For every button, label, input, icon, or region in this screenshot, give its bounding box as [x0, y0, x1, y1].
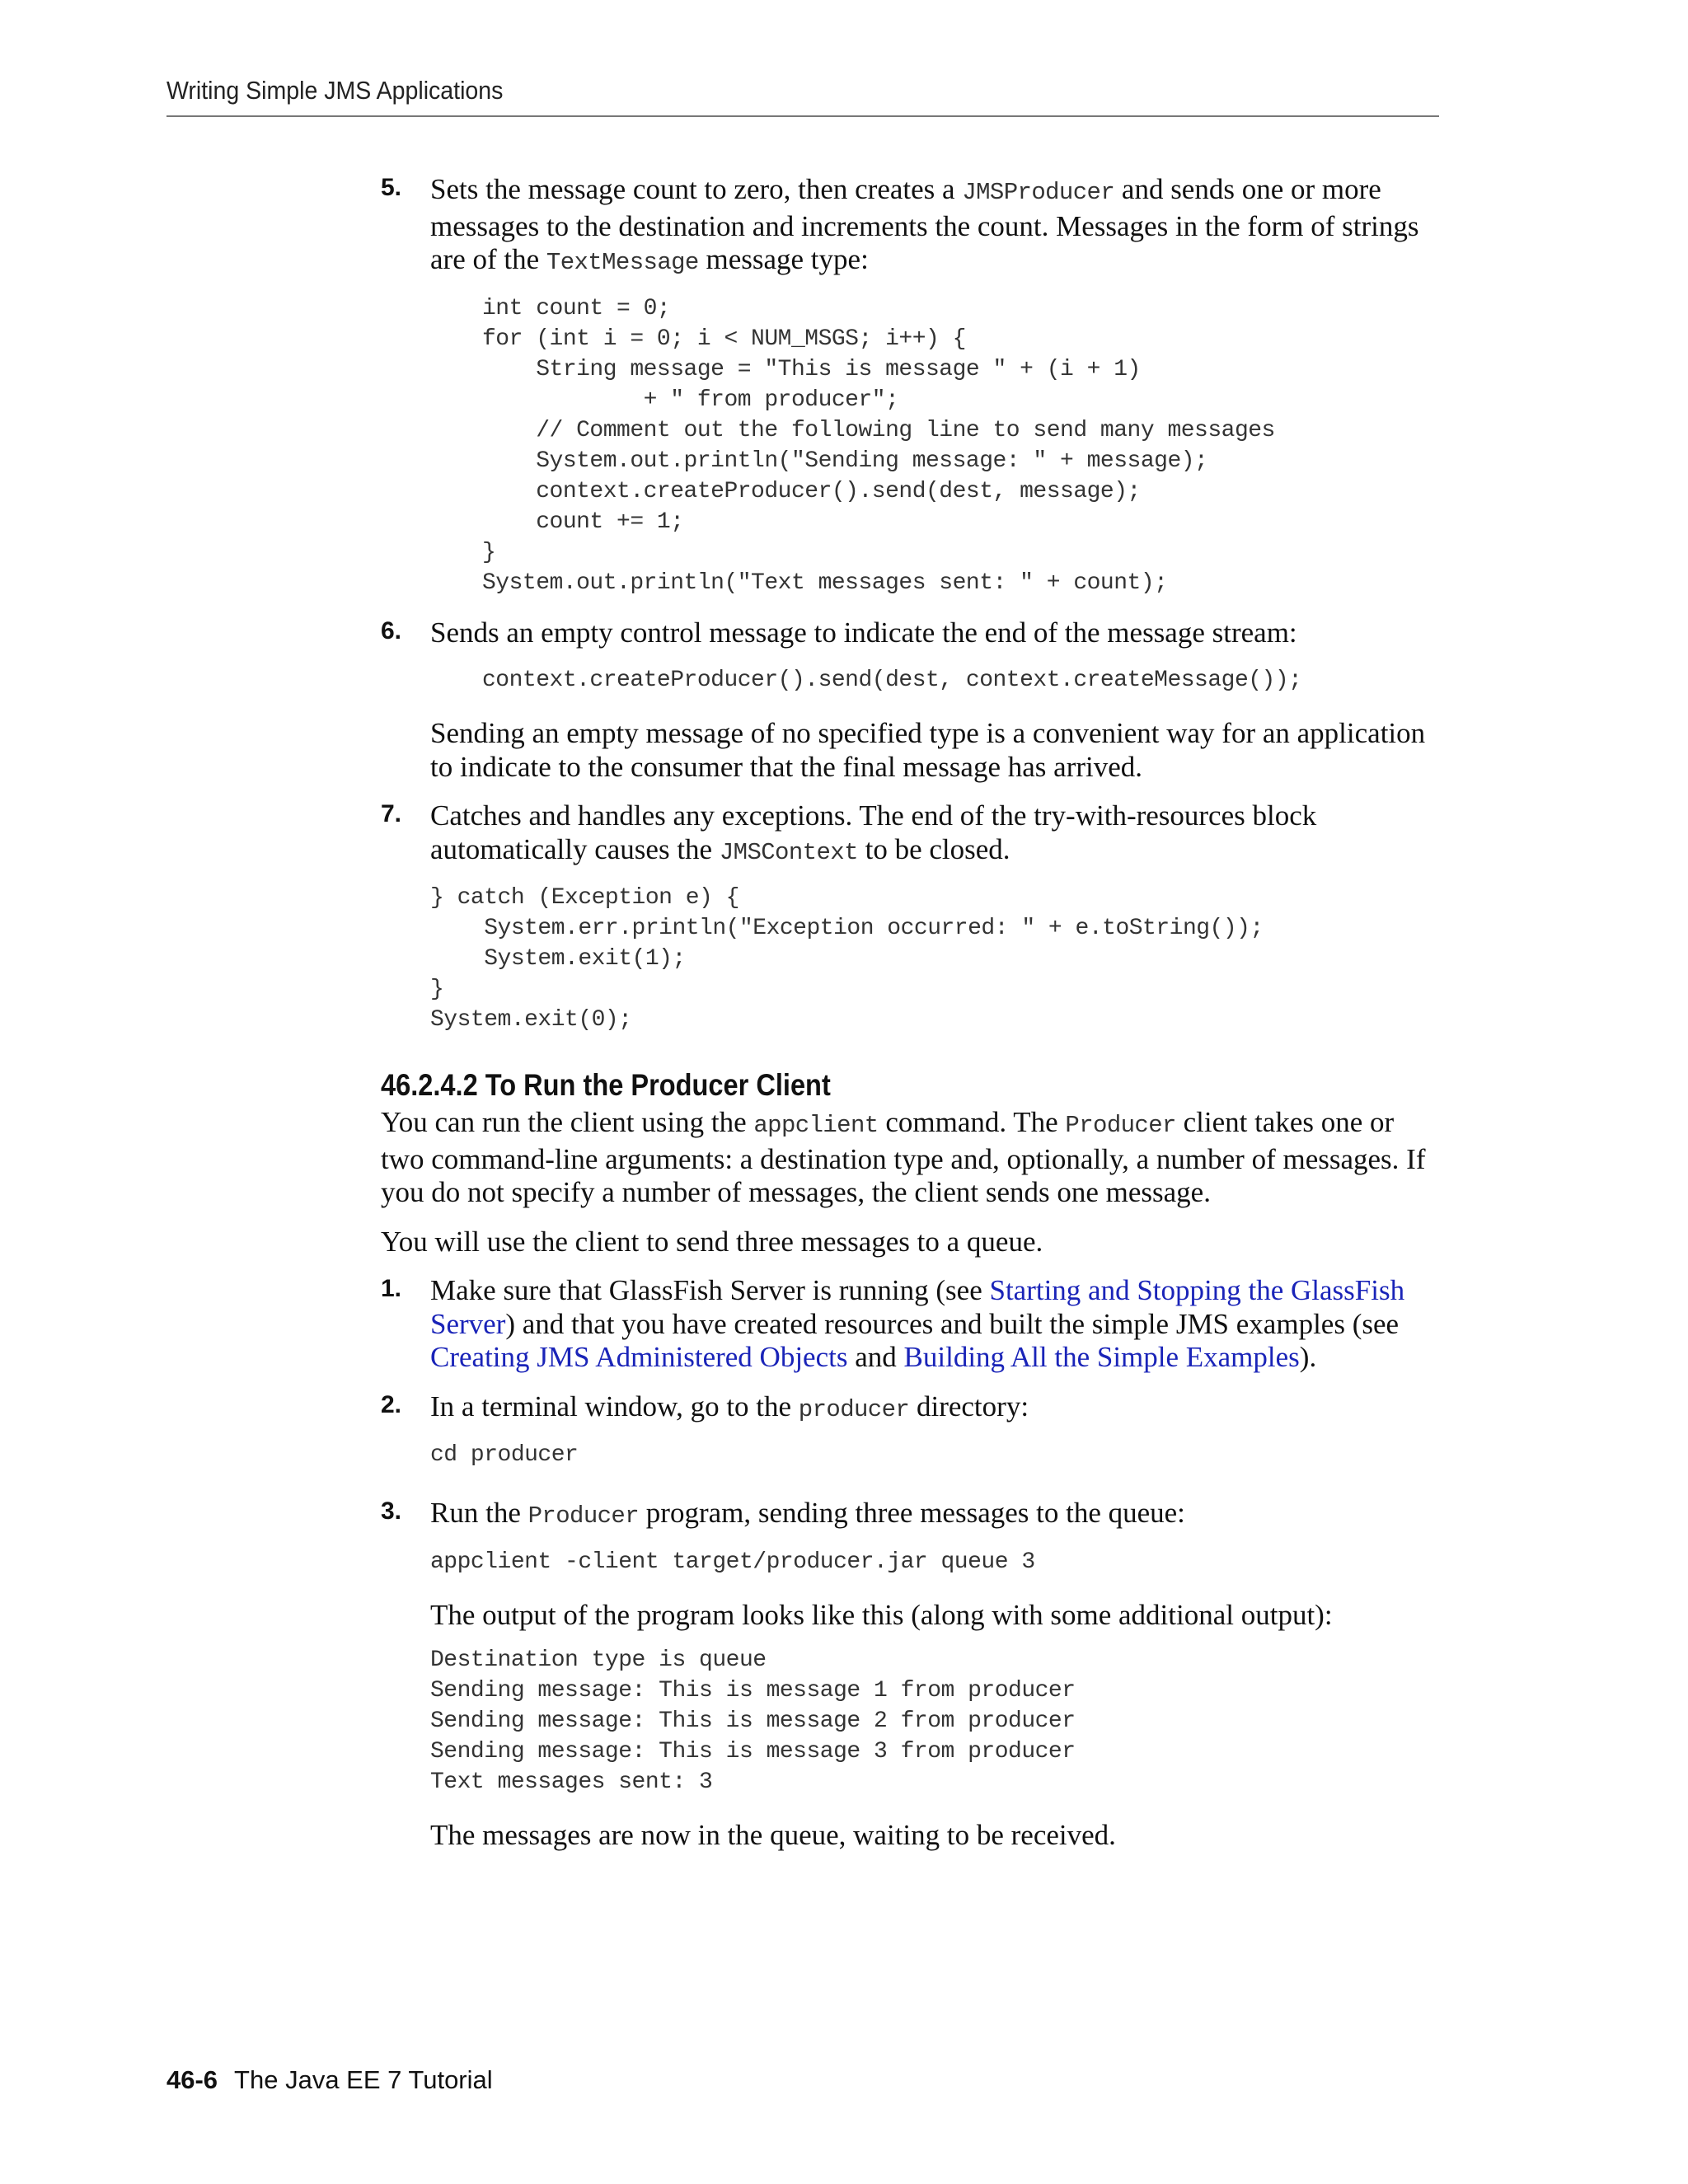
text-run: and sends one or more messages to the destination and increments the count. Messages in the form of strings are of the	[430, 173, 1419, 275]
link-building-simple-examples[interactable]: Building All the Simple Examples	[903, 1341, 1300, 1373]
list-item-step-5	[381, 173, 1444, 598]
text-run: ).	[1299, 1341, 1317, 1373]
text-run: ) and that you have created resources and built the simple JMS examples (see	[505, 1307, 1400, 1340]
step-followup: The messages are now in the queue, waiting to be received.	[430, 1819, 1116, 1851]
code-block-appclient: appclient -client target/producer.jar queue 3	[430, 1549, 1035, 1575]
text-run: You can run the client using the	[381, 1106, 754, 1138]
section-paragraph-1	[381, 1106, 1444, 1210]
step-number: 6.	[381, 616, 402, 644]
list-item-step-7	[381, 799, 1444, 1035]
section-paragraph-2: You will use the client to send three messages to a queue.	[381, 1225, 1043, 1258]
step-number: 1.	[381, 1275, 402, 1302]
text-run: In a terminal window, go to the	[430, 1390, 799, 1422]
step-number: 2.	[381, 1390, 402, 1418]
step-text	[430, 173, 1444, 280]
inline-code: Producer	[1065, 1112, 1176, 1139]
step-number: 3.	[381, 1497, 402, 1525]
running-header: Writing Simple JMS Applications	[166, 76, 504, 105]
step-text	[430, 799, 1444, 869]
step-number: 5.	[381, 174, 402, 201]
text-run: to be closed.	[857, 832, 1010, 865]
text-run: command. The	[878, 1106, 1066, 1138]
inline-code: producer	[798, 1395, 910, 1423]
inline-code: appclient	[753, 1112, 879, 1139]
step-text: Sends an empty control message to indicate the end of the message stream:	[430, 616, 1297, 649]
link-creating-jms-objects[interactable]: Creating JMS Administered Objects	[430, 1341, 848, 1373]
list-item-step-2	[381, 1390, 1444, 1471]
step-text	[430, 1390, 1444, 1427]
page-content	[381, 173, 1444, 1853]
link-starting-stopping-glassfish[interactable]: Starting and Stopping the GlassFish Server	[430, 1274, 1405, 1340]
step-number: 7.	[381, 800, 402, 827]
step-text	[430, 1497, 1444, 1534]
list-item-step-1	[381, 1274, 1444, 1375]
section-wrapper	[381, 1068, 1444, 1103]
text-run: client takes one or two command-line arguments: a destination type and, optionally, a number of messages. If you do not specify a number of messages, the client sends one message.	[381, 1106, 1426, 1208]
list-item-step-3	[381, 1497, 1444, 1853]
section-heading: 46.2.4.2 To Run the Producer Client	[381, 1068, 831, 1102]
text-run: Run the	[430, 1497, 528, 1529]
header-divider	[166, 115, 1439, 117]
text-run: program, sending three messages to the queue:	[639, 1497, 1185, 1529]
text-run: message type:	[698, 243, 869, 275]
step-followup: The output of the program looks like this (along with some additional output):	[430, 1598, 1333, 1631]
step-text	[430, 1274, 1444, 1375]
inline-code: TextMessage	[546, 249, 699, 276]
text-run: Catches and handles any exceptions. The end of the try-with-resources block automatically causes the	[430, 799, 1317, 865]
page-number: 46-6	[166, 2065, 218, 2094]
code-block-send-loop: int count = 0; for (int i = 0; i < NUM_MSGS; i++) { String message = "This is message " + (i + 1) + " from producer"; // Comment out the following line to send many messages System.out.println("Sending message: " + message); context.createProducer().send(dest, message); count += 1; } System.out.println("Text messages sent: " + count);	[482, 295, 1275, 596]
inline-code: Producer	[528, 1502, 640, 1530]
step-followup: Sending an empty message of no specified type is a convenient way for an application to indicate to the consumer that the final message has arrived.	[430, 717, 1426, 783]
book-title: The Java EE 7 Tutorial	[234, 2065, 493, 2094]
code-block-control-message: context.createProducer().send(dest, context.createMessage());	[482, 668, 1302, 693]
page-footer	[166, 2065, 493, 2095]
text-run: Make sure that GlassFish Server is running (see	[430, 1274, 990, 1306]
text-run: Sets the message count to zero, then creates a	[430, 173, 963, 205]
inline-code: JMSContext	[719, 838, 858, 866]
list-item-step-6	[381, 616, 1444, 785]
inline-code: JMSProducer	[962, 179, 1115, 206]
code-block-cd: cd producer	[430, 1442, 579, 1468]
text-run: and	[847, 1341, 904, 1373]
code-block-program-output: Destination type is queue Sending message: This is message 1 from producer Sending message: This is message 2 from producer Sending message: This is message 3 from producer Text messages sent: 3	[430, 1647, 1076, 1795]
text-run: directory:	[909, 1390, 1029, 1422]
code-block-catch: } catch (Exception e) { System.err.println("Exception occurred: " + e.toString()); System.exit(1); } System.exit(0);	[430, 885, 1264, 1033]
